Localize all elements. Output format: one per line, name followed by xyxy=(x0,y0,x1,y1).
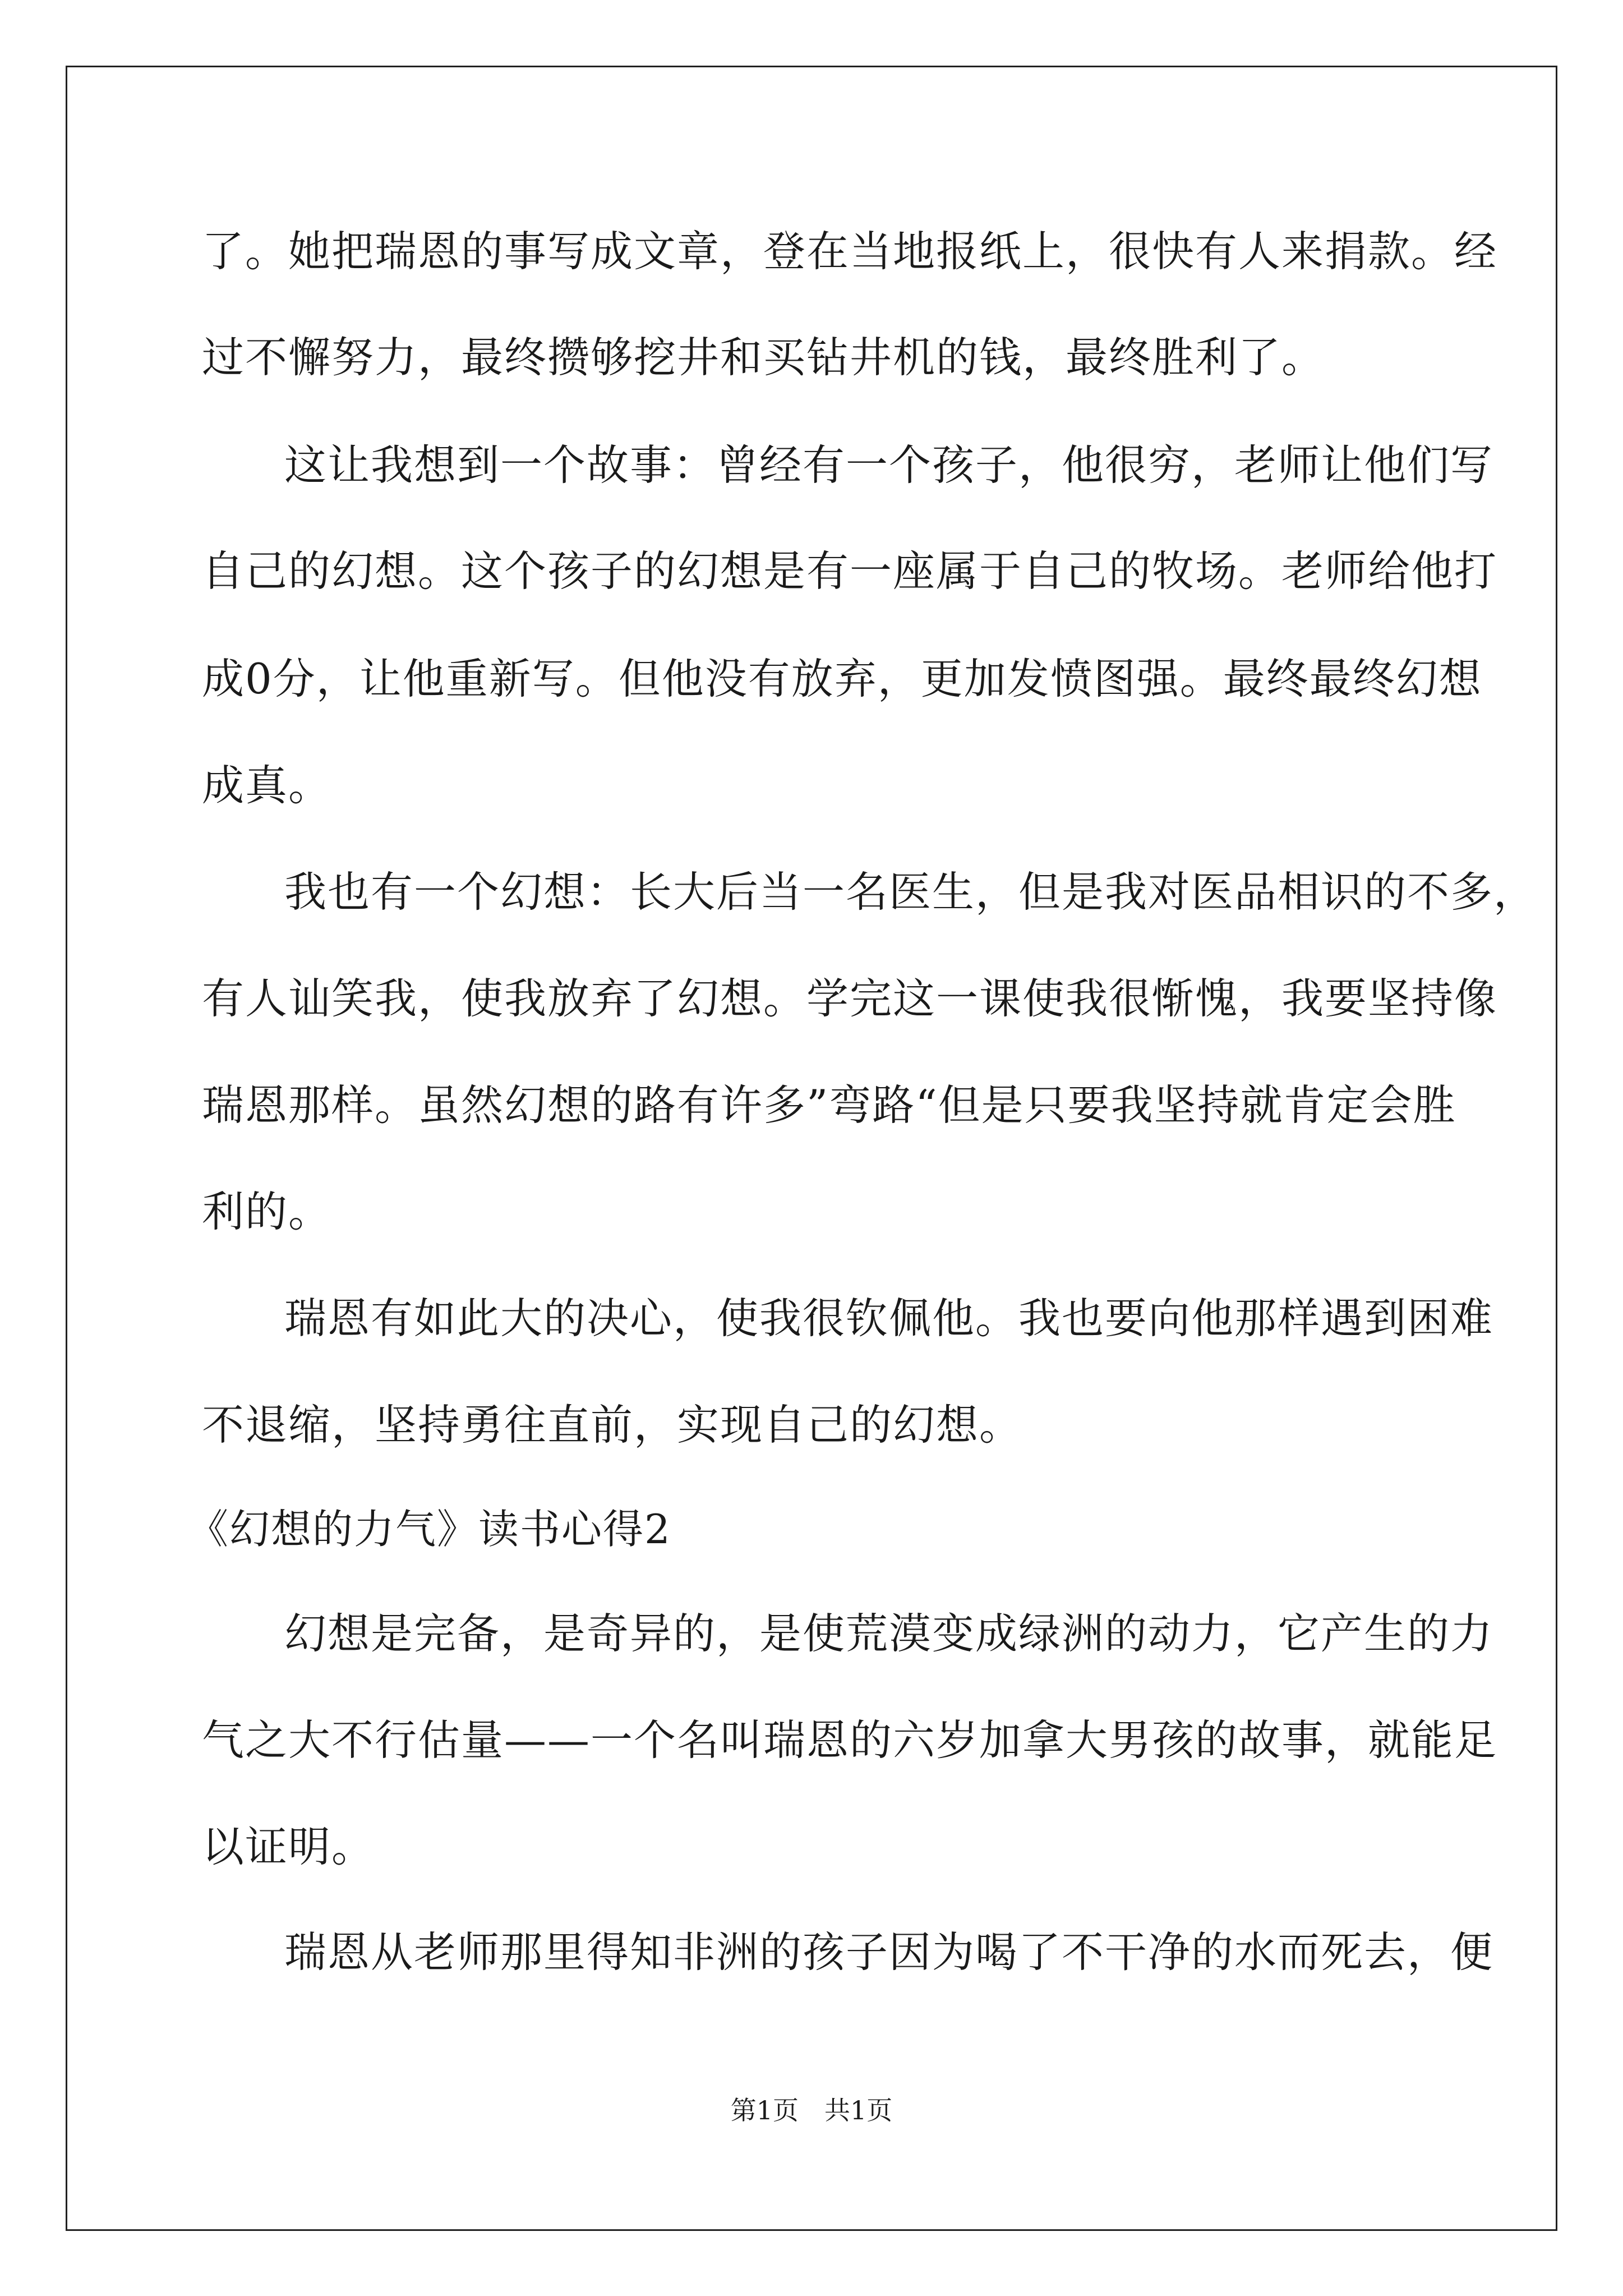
paragraph-4-line-1: 瑞恩有如此大的决心，使我很钦佩他。我也要向他那样遇到困难 xyxy=(284,1294,1494,1343)
section-heading: 《幻想的力气》读书心得2 xyxy=(188,1506,671,1553)
page-border xyxy=(66,66,1557,2231)
paragraph-3-line-2: 有人讪笑我，使我放弃了幻想。学完这一课使我很惭愧，我要坚持像 xyxy=(202,974,1498,1023)
paragraph-5-line-3: 以证明。 xyxy=(202,1822,375,1871)
paragraph-1-line-1: 了。她把瑞恩的事写成文章，登在当地报纸上，很快有人来捐款。经 xyxy=(202,227,1498,276)
paragraph-6-line-1: 瑞恩从老师那里得知非洲的孩子因为喝了不干净的水而死去，便 xyxy=(284,1927,1494,1977)
paragraph-4-line-2: 不退缩，坚持勇往直前，实现自己的幻想。 xyxy=(202,1400,1023,1450)
paragraph-5-line-2: 气之大不行估量——一个名叫瑞恩的六岁加拿大男孩的故事，就能足 xyxy=(202,1715,1498,1765)
paragraph-3-line-3: 瑞恩那样。虽然幻想的路有许多”弯路“但是只要我坚持就肯定会胜 xyxy=(202,1080,1456,1130)
page-footer: 第1页 共1页 xyxy=(730,2095,893,2125)
paragraph-2-line-1: 这让我想到一个故事：曾经有一个孩子，他很穷，老师让他们写 xyxy=(284,440,1494,490)
paragraph-2-line-2: 自己的幻想。这个孩子的幻想是有一座属于自己的牧场。老师给他打 xyxy=(202,546,1498,596)
paragraph-5-line-1: 幻想是完备，是奇异的，是使荒漠变成绿洲的动力，它产生的力 xyxy=(284,1609,1494,1658)
paragraph-3-line-4: 利的。 xyxy=(202,1187,332,1236)
paragraph-1-line-2: 过不懈努力，最终攒够挖井和买钻井机的钱，最终胜利了。 xyxy=(202,333,1325,382)
paragraph-2-line-4: 成真。 xyxy=(202,761,332,810)
paragraph-3-line-1: 我也有一个幻想：长大后当一名医生，但是我对医品相识的不多， xyxy=(284,867,1537,917)
paragraph-2-line-3: 成0分，让他重新写。但他没有放弃，更加发愤图强。最终最终幻想 xyxy=(202,654,1482,703)
